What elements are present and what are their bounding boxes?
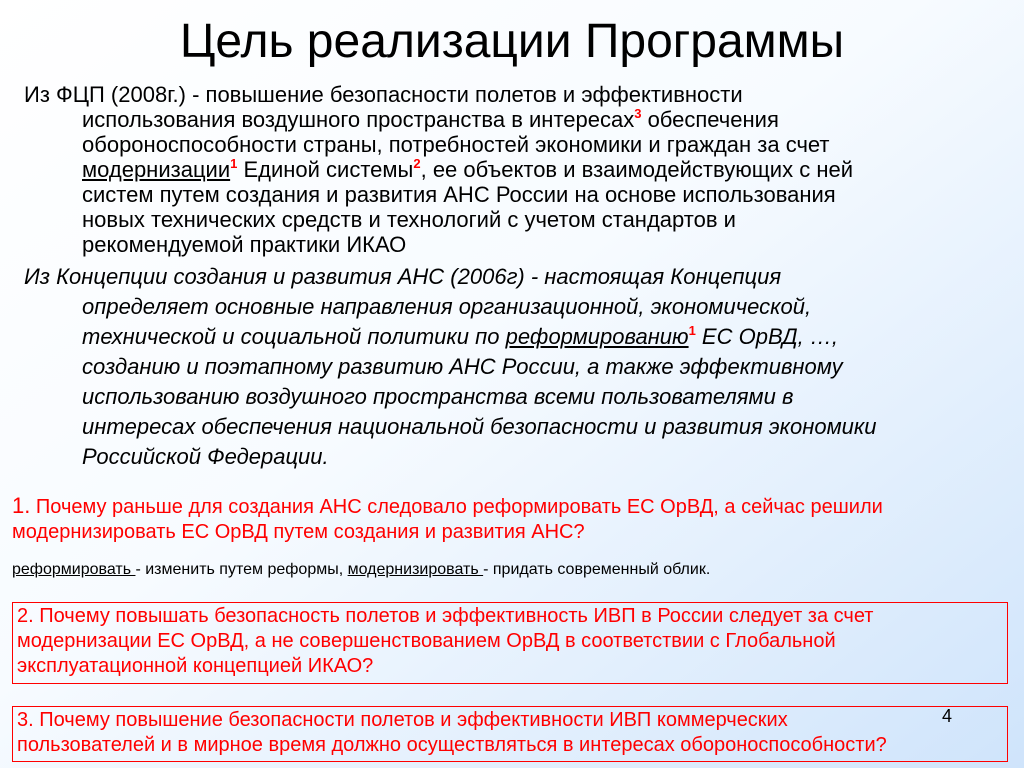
question-2-box [12,602,1008,684]
definition-reform: - изменить путем реформы, [135,561,348,578]
footnote-1: 1 [230,156,238,171]
term-modernize: модернизировать [347,561,484,578]
question-3-line-1: 3. Почему повышение безопасности полетов и эффективности ИВП коммерческих [17,709,788,731]
slide-title: Цель реализации Программы [179,15,845,68]
question-3-box [12,706,1008,762]
footnote-1: 1 [688,323,696,338]
concept-line-2: определяет основные направления организационной, экономической, [82,294,812,319]
concept-line-6: интересах обеспечения национальной безопасности и развития экономики [82,414,877,439]
concept-line-7: Российской Федерации. [82,444,329,469]
fcp-paragraph [24,82,1014,257]
concept-line-1: Из Концепции создания и развития АНС (2006г) - настоящая Концепция [24,264,782,289]
footnote-3: 3 [634,106,642,121]
question-1-line-2: модернизировать ЕС ОрВД путем создания и развития АНС? [12,521,585,543]
page-number: 4 [942,706,953,726]
fcp-line-6: новых технических средств и технологий с учетом стандартов и [82,207,736,232]
question-2-line-2: модернизации ЕС ОрВД, а не совершенствованием ОрВД в соответствии с Глобальной [17,630,836,652]
concept-line-3: технической и социальной политики по реформированию$^1$ ЕС ОрВД, …, [82,323,838,349]
question-1-line-1: 1. Почему раньше для создания АНС следовало реформировать ЕС ОрВД, а сейчас решили [12,493,883,518]
fcp-line-3: обороноспособности страны, потребностей экономики и граждан за счет [82,132,830,157]
concept-line-5: использованию воздушного пространства всеми пользователями в [82,384,794,409]
fcp-line-7: рекомендуемой практики ИКАО [82,232,407,257]
question-3-line-2: пользователей и в мирное время должно осуществляться в интересах обороноспособности? [17,734,887,756]
fcp-line-1: Из ФЦП (2008г.) - повышение безопасности полетов и эффективности [24,82,743,107]
question-1 [12,493,1012,545]
term-modernization: модернизации [82,157,231,182]
question-2-line-3: эксплуатационной концепцией ИКАО? [17,655,374,677]
concept-paragraph [24,262,1014,472]
term-reform: реформировать [12,561,136,578]
question-2-line-1: 2. Почему повышать безопасность полетов и эффективность ИВП в России следует за счет [17,605,874,627]
fcp-line-4: модернизации$^1$ Единой системы$^2$, ее объектов и взаимодействующих с ней [82,156,853,182]
definition-modernize: - придать современный облик. [483,561,711,578]
footnote-2: 2 [413,156,421,171]
term-reforming: реформированию [505,324,689,349]
question-1-number: 1. [12,493,31,518]
fcp-line-5: систем путем создания и развития АНС России на основе использования [82,182,836,207]
fcp-line-2: использования воздушного пространства в интересах$^3$ обеспечения [82,106,779,132]
definitions [12,560,710,580]
concept-line-4: созданию и поэтапному развитию АНС России, а также эффективному [82,354,843,379]
